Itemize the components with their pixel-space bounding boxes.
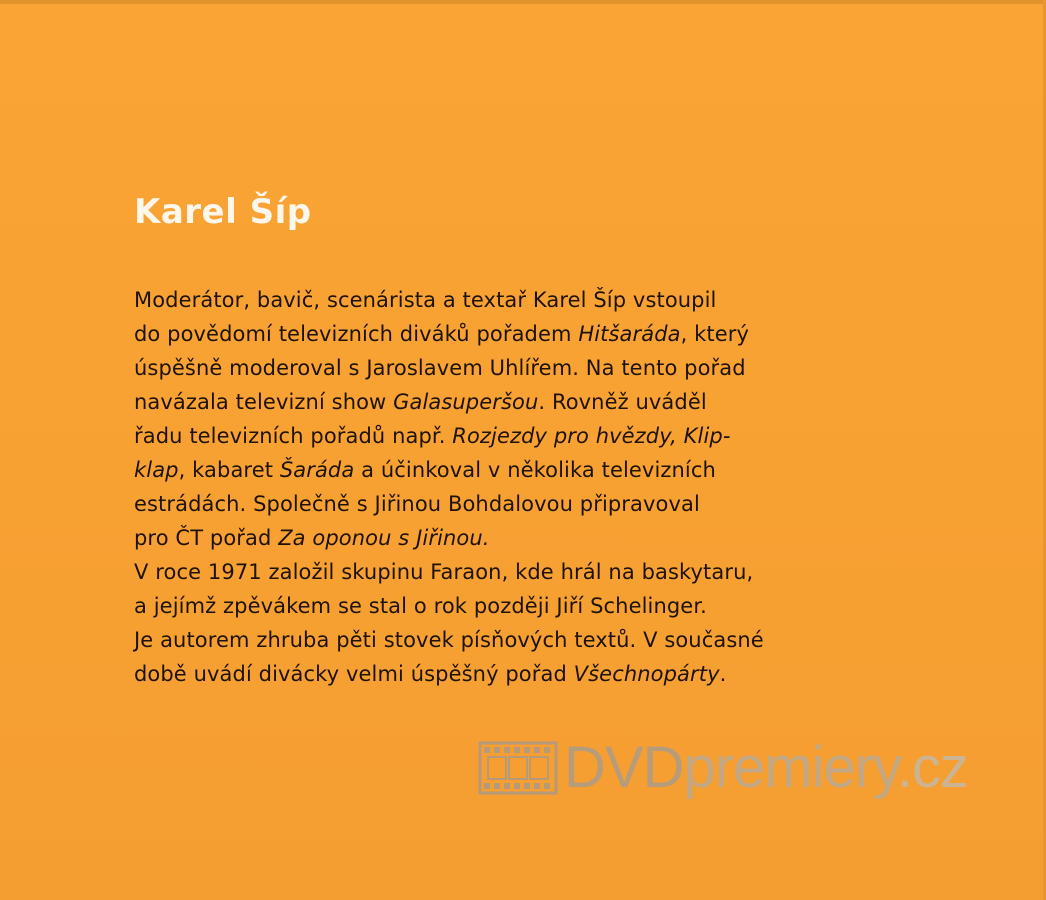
show-title: Rozjezdy pro hvězdy, Klip- — [452, 424, 731, 448]
text-segment: , kabaret — [178, 458, 280, 482]
text-line — [134, 283, 934, 317]
show-title: Hitšaráda — [578, 322, 681, 346]
text-segment: době uvádí divácky velmi úspěšný pořad — [134, 662, 574, 686]
text-segment: V roce 1971 založil skupinu Faraon, kde hrál na baskytaru, — [134, 560, 754, 584]
show-title: Všechnopárty — [573, 662, 720, 686]
text-segment: . Rovněž uváděl — [538, 390, 707, 414]
text-segment: , který — [680, 322, 750, 346]
film-strip-icon — [478, 737, 558, 799]
text-line — [134, 657, 934, 691]
text-line — [134, 589, 934, 623]
show-title: klap — [134, 458, 179, 482]
text-segment: do povědomí televizních diváků pořadem — [134, 322, 579, 346]
text-segment: navázala televizní show — [134, 390, 394, 414]
text-line — [134, 453, 934, 487]
text-line — [134, 317, 934, 351]
text-segment: . — [719, 662, 727, 686]
show-title: Šaráda — [279, 458, 355, 482]
show-title: Galasuperšou — [393, 390, 539, 414]
dvdpremiery-watermark — [478, 728, 968, 808]
text-line — [134, 419, 934, 453]
watermark-dvd: DVD — [564, 735, 684, 800]
top-edge — [0, 0, 1046, 4]
text-line — [134, 487, 934, 521]
show-title: Za oponou s Jiřinou. — [278, 526, 490, 550]
text-segment: úspěšně moderoval s Jaroslavem Uhlířem. Na tento pořad — [134, 356, 746, 380]
text-segment: Moderátor, bavič, scenárista a textař Karel Šíp vstoupil — [134, 288, 717, 312]
text-line — [134, 385, 934, 419]
text-segment: řadu televizních pořadů např. — [134, 424, 453, 448]
text-line — [134, 351, 934, 385]
watermark-text — [564, 735, 968, 800]
text-segment: a jejímž zpěvákem se stal o rok později Jiří Schelinger. — [134, 594, 707, 618]
watermark-domain: .cz — [896, 735, 968, 800]
text-line — [134, 623, 934, 657]
text-segment: estrádách. Společně s Jiřinou Bohdalovou připravoval — [134, 492, 700, 516]
text-segment: Je autorem zhruba pěti stovek písňových textů. V současné — [134, 628, 764, 652]
page-title: Karel Šíp — [134, 192, 312, 232]
watermark-premiery: premiery — [683, 735, 897, 800]
text-segment: a účinkoval v několika televizních — [354, 458, 716, 482]
biography-paragraph — [134, 283, 934, 691]
text-segment: pro ČT pořad — [134, 526, 279, 550]
text-line — [134, 555, 934, 589]
text-line — [134, 521, 934, 555]
